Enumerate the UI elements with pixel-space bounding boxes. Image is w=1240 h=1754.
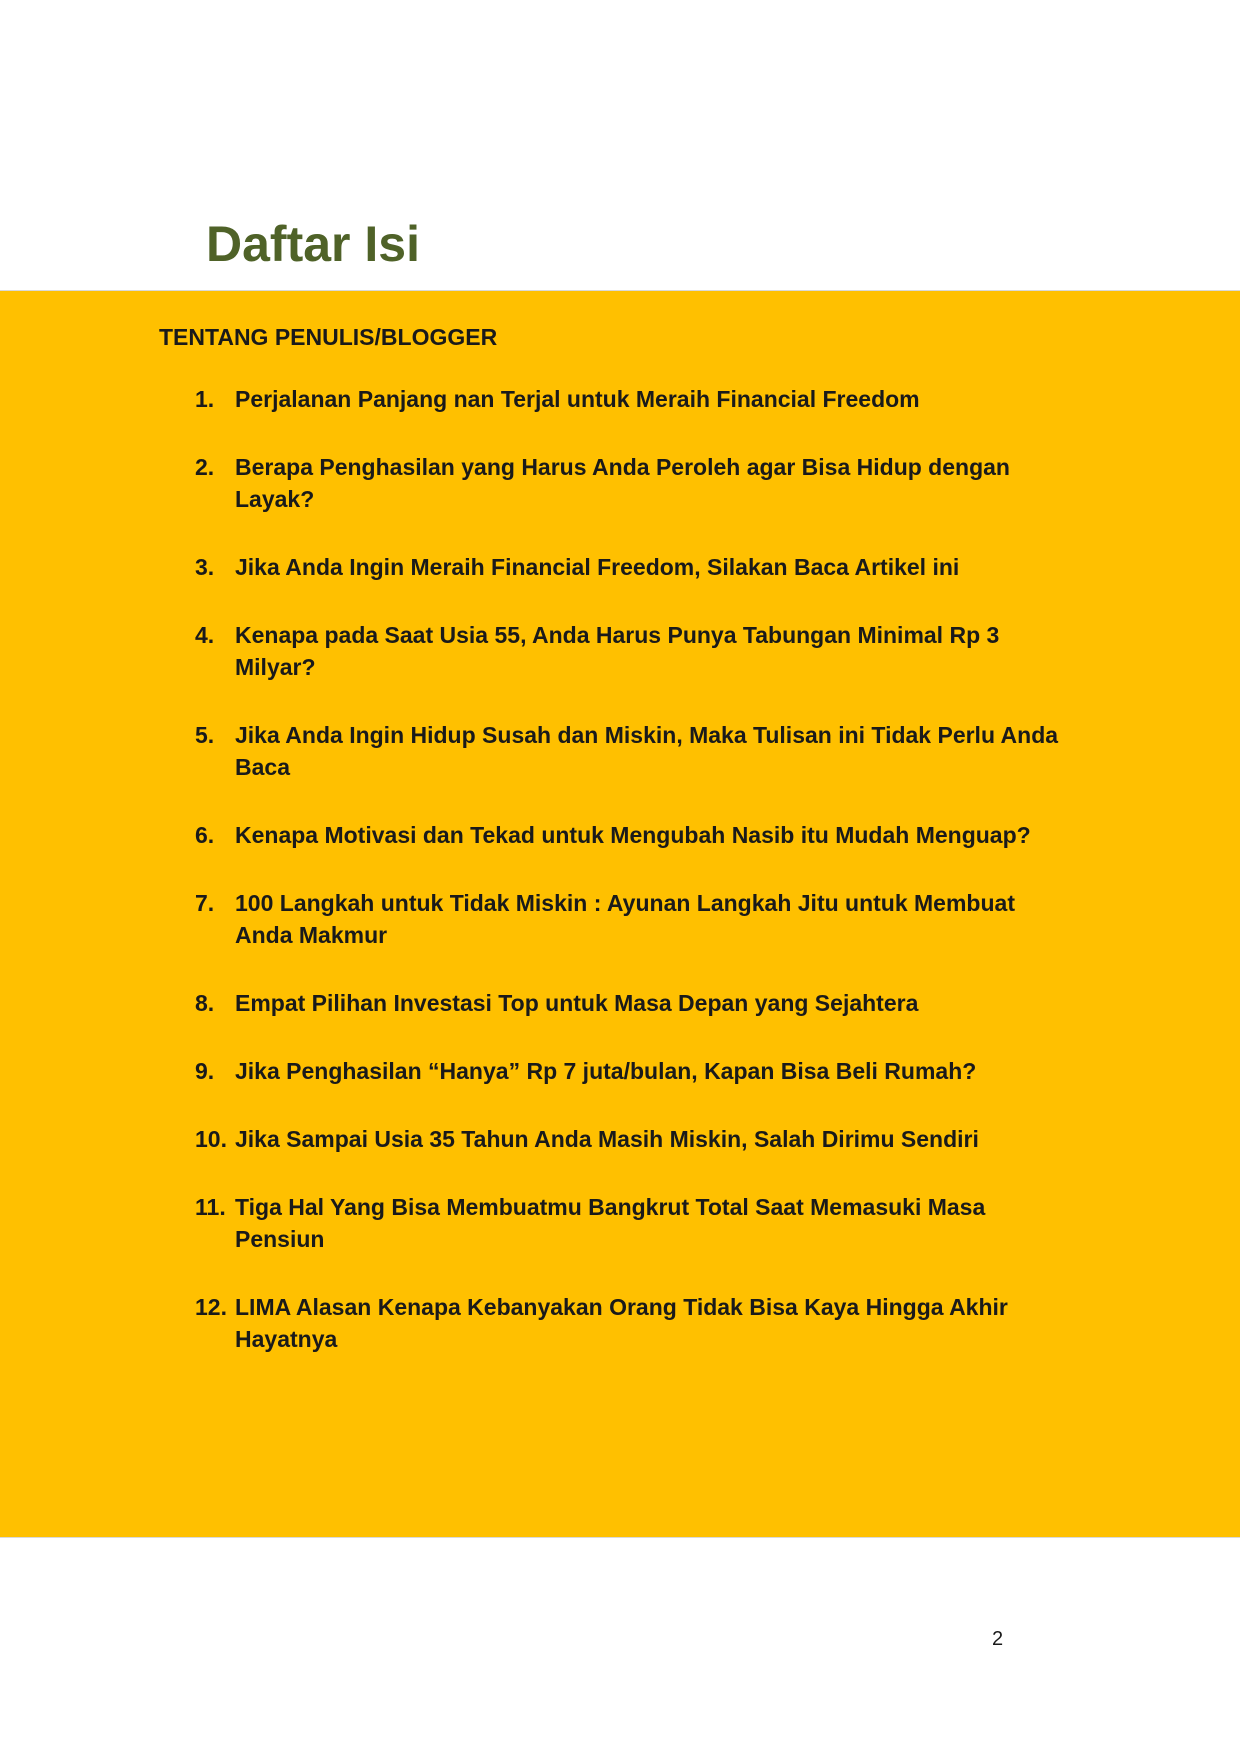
toc-item-number: 7. bbox=[195, 890, 215, 916]
toc-item-title: Kenapa Motivasi dan Tekad untuk Mengubah Nasib itu Mudah Menguap? bbox=[235, 822, 1031, 848]
toc-item-number: 5. bbox=[195, 722, 215, 748]
toc-item-number: 6. bbox=[195, 822, 215, 848]
toc-item-title: Tiga Hal Yang Bisa Membuatmu Bangkrut Total Saat Memasuki Masa Pensiun bbox=[235, 1194, 986, 1252]
toc-item-title: Kenapa pada Saat Usia 55, Anda Harus Punya Tabungan Minimal Rp 3 Milyar? bbox=[235, 622, 1000, 680]
toc-item-number: 12. bbox=[195, 1294, 227, 1320]
toc-item-title: Jika Penghasilan “Hanya” Rp 7 juta/bulan, Kapan Bisa Beli Rumah? bbox=[235, 1058, 977, 1084]
toc-item-number: 9. bbox=[195, 1058, 215, 1084]
toc-item-11[interactable] bbox=[195, 1191, 1075, 1255]
toc-heading[interactable]: TENTANG PENULIS/BLOGGER bbox=[159, 324, 498, 350]
toc-item-title: Jika Anda Ingin Hidup Susah dan Miskin, Maka Tulisan ini Tidak Perlu Anda Baca bbox=[235, 722, 1059, 780]
toc-item-5[interactable] bbox=[195, 719, 1075, 783]
toc-item-title: Empat Pilihan Investasi Top untuk Masa Depan yang Sejahtera bbox=[235, 990, 919, 1016]
toc-item-7[interactable] bbox=[195, 887, 1075, 951]
toc-item-title: LIMA Alasan Kenapa Kebanyakan Orang Tidak Bisa Kaya Hingga Akhir Hayatnya bbox=[235, 1294, 1008, 1352]
toc-item-title: 100 Langkah untuk Tidak Miskin : Ayunan Langkah Jitu untuk Membuat Anda Makmur bbox=[235, 890, 1015, 948]
toc-item-3[interactable] bbox=[195, 551, 1075, 583]
toc-item-title: Berapa Penghasilan yang Harus Anda Peroleh agar Bisa Hidup dengan Layak? bbox=[235, 454, 1010, 512]
table-of-contents-panel bbox=[0, 290, 1240, 1538]
toc-item-1[interactable] bbox=[195, 383, 1075, 415]
toc-item-9[interactable] bbox=[195, 1055, 1075, 1087]
toc-item-title: Perjalanan Panjang nan Terjal untuk Meraih Financial Freedom bbox=[235, 386, 920, 412]
toc-item-8[interactable] bbox=[195, 987, 1075, 1019]
toc-item-number: 2. bbox=[195, 454, 215, 480]
toc-item-number: 10. bbox=[195, 1126, 227, 1152]
toc-item-4[interactable] bbox=[195, 619, 1075, 683]
toc-item-title: Jika Sampai Usia 35 Tahun Anda Masih Miskin, Salah Dirimu Sendiri bbox=[235, 1126, 979, 1152]
toc-item-12[interactable] bbox=[195, 1291, 1075, 1355]
toc-item-title: Jika Anda Ingin Meraih Financial Freedom, Silakan Baca Artikel ini bbox=[235, 554, 960, 580]
toc-item-number: 8. bbox=[195, 990, 215, 1016]
toc-item-2[interactable] bbox=[195, 451, 1075, 515]
toc-item-number: 3. bbox=[195, 554, 215, 580]
toc-list bbox=[195, 383, 1075, 1391]
toc-item-10[interactable] bbox=[195, 1123, 1075, 1155]
toc-item-6[interactable] bbox=[195, 819, 1075, 851]
toc-item-number: 4. bbox=[195, 622, 215, 648]
page-title: Daftar Isi bbox=[206, 216, 420, 272]
toc-item-number: 11. bbox=[195, 1194, 226, 1220]
toc-item-number: 1. bbox=[195, 386, 215, 412]
page-number: 2 bbox=[992, 1628, 1004, 1650]
